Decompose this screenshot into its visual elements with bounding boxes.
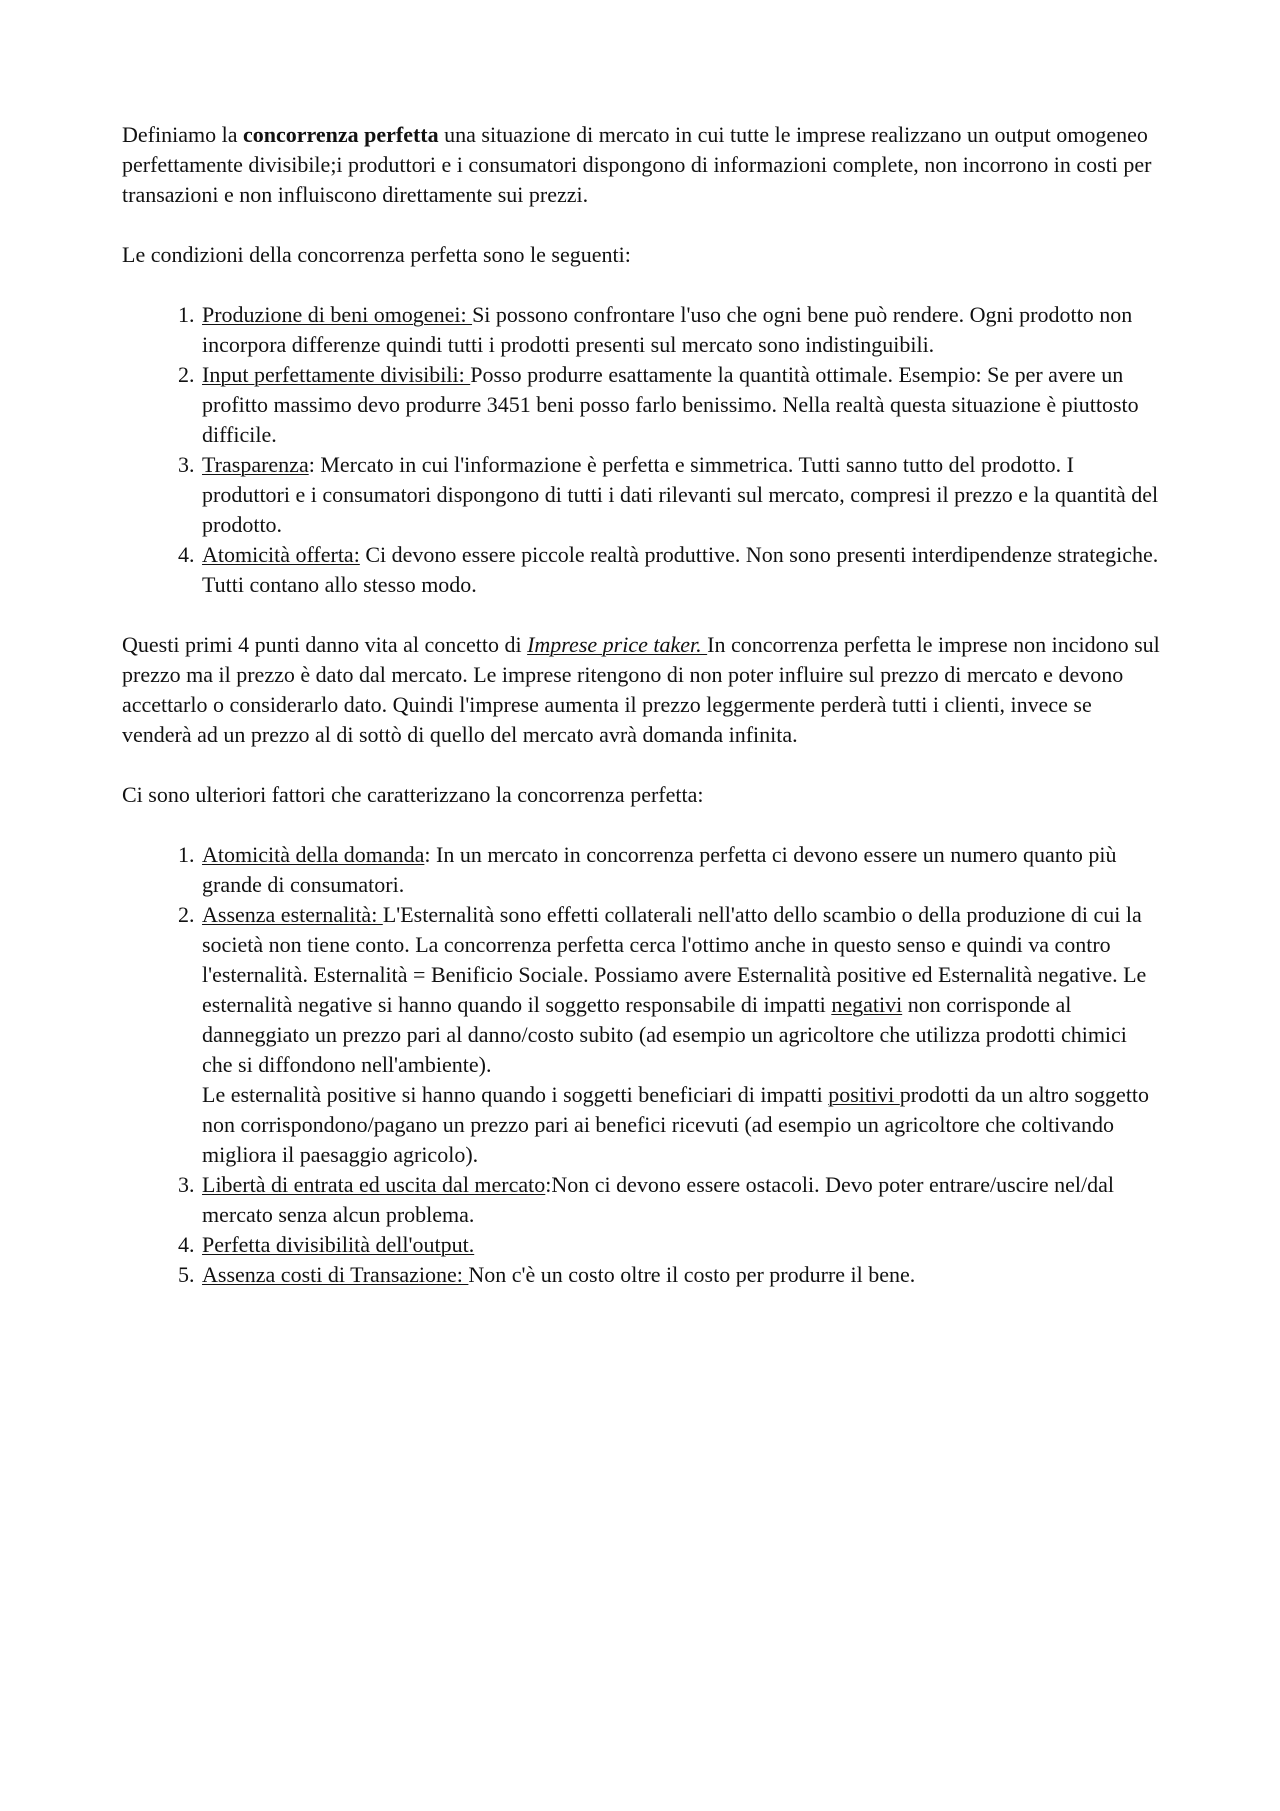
factor-term: Atomicità della domanda bbox=[202, 842, 425, 867]
positive-externality-text bbox=[202, 1080, 1162, 1170]
condition-term: Input perfettamente divisibili: bbox=[202, 362, 471, 387]
factor-text: prodotti da un altro soggetto non corrispondono/pagano un prezzo pari ai benefici ricevuti (ad esempio un agricoltore che coltivando migliora il paesaggio agricolo). bbox=[202, 1082, 1150, 1167]
document-page bbox=[122, 120, 1162, 1290]
intro-text-before: Definiamo la bbox=[122, 122, 243, 147]
conditions-list bbox=[122, 300, 1162, 600]
condition-text: Posso produrre esattamente la quantità ottimale. Esempio: Se per avere un profitto massimo devo produrre 3451 beni posso farlo benissimo. Nella realtà questa situazione è piuttosto difficile. bbox=[202, 362, 1139, 447]
intro-text-after: una situazione di mercato in cui tutte le imprese realizzano un output omogeneo perfettamente divisibile;i produttori e i consumatori dispongono di informazioni complete, non incorrono in costi per transazioni e non influiscono direttamente sui prezzi. bbox=[122, 122, 1152, 207]
intro-bold-term: concorrenza perfetta bbox=[242, 122, 439, 147]
factors-heading: Ci sono ulteriori fattori che caratterizzano la concorrenza perfetta: bbox=[122, 782, 704, 807]
price-taker-after: In concorrenza perfetta le imprese non incidono sul prezzo ma il prezzo è dato dal mercato. Le imprese ritengono di non poter influire sul prezzo di mercato e devono accettarlo o considerarlo dato. Quindi l'imprese aumenta il prezzo leggermente perderà tutti i clienti, invece se venderà ad un prezzo al di sottò di quello del mercato avrà domanda infinita. bbox=[122, 632, 1160, 747]
condition-text: Si possono confrontare l'uso che ogni bene può rendere. Ogni prodotto non incorpora differenze quindi tutti i prodotti presenti sul mercato sono indistinguibili. bbox=[202, 302, 1133, 357]
list-item bbox=[200, 540, 1162, 600]
condition-term: Atomicità offerta: bbox=[202, 542, 360, 567]
factor-text: :Non ci devono essere ostacoli. Devo poter entrare/uscire nel/dal mercato senza alcun problema. bbox=[202, 1172, 1115, 1227]
condition-term: Trasparenza bbox=[202, 452, 309, 477]
list-item bbox=[200, 840, 1162, 900]
factor-text: : In un mercato in concorrenza perfetta ci devono essere un numero quanto più grande di consumatori. bbox=[202, 842, 1117, 897]
list-item bbox=[200, 1260, 1162, 1290]
intro-paragraph bbox=[122, 120, 1162, 210]
list-item bbox=[200, 1170, 1162, 1230]
factor-text: L'Esternalità sono effetti collaterali nell'atto dello scambio o della produzione di cui la società non tiene conto. La concorrenza perfetta cerca l'ottimo anche in questo senso e quindi va contro l'esternalità. Esternalità = Benificio Sociale. Possiamo avere Esternalità positive ed Esternalità negative. Le esternalità negative si hanno quando il soggetto responsabile di impatti bbox=[202, 902, 1147, 1017]
negativi-term: negativi bbox=[831, 992, 903, 1017]
list-item bbox=[200, 1230, 1162, 1260]
factor-term: Assenza costi di Transazione: bbox=[202, 1262, 469, 1287]
list-item bbox=[200, 450, 1162, 540]
factor-term: Perfetta divisibilità dell'output. bbox=[202, 1232, 475, 1257]
list-item bbox=[200, 300, 1162, 360]
list-item bbox=[200, 360, 1162, 450]
price-taker-paragraph bbox=[122, 630, 1162, 750]
factor-text: non corrisponde al danneggiato un prezzo pari al danno/costo subito (ad esempio un agricoltore che utilizza prodotti chimici che si diffondono nell'ambiente). bbox=[202, 992, 1127, 1077]
condition-term: Produzione di beni omogenei: bbox=[202, 302, 473, 327]
condition-text: Ci devono essere piccole realtà produttive. Non sono presenti interdipendenze strategiche. Tutti contano allo stesso modo. bbox=[202, 542, 1159, 597]
factors-list bbox=[122, 840, 1162, 1290]
price-taker-term: Imprese price taker. bbox=[527, 632, 708, 657]
factor-text: Non c'è un costo oltre il costo per produrre il bene. bbox=[468, 1262, 916, 1287]
factor-text: Le esternalità positive si hanno quando i soggetti beneficiari di impatti bbox=[202, 1082, 829, 1107]
conditions-heading: Le condizioni della concorrenza perfetta sono le seguenti: bbox=[122, 242, 631, 267]
condition-text: : Mercato in cui l'informazione è perfetta e simmetrica. Tutti sanno tutto del prodotto. I produttori e i consumatori dispongono di tutti i dati rilevanti sul mercato, compresi il prezzo e la quantità del prodotto. bbox=[202, 452, 1159, 537]
factor-term: Assenza esternalità: bbox=[202, 902, 383, 927]
list-item bbox=[200, 900, 1162, 1170]
positivi-term: positivi bbox=[828, 1082, 900, 1107]
price-taker-before: Questi primi 4 punti danno vita al concetto di bbox=[122, 632, 528, 657]
factor-term: Libertà di entrata ed uscita dal mercato bbox=[202, 1172, 546, 1197]
